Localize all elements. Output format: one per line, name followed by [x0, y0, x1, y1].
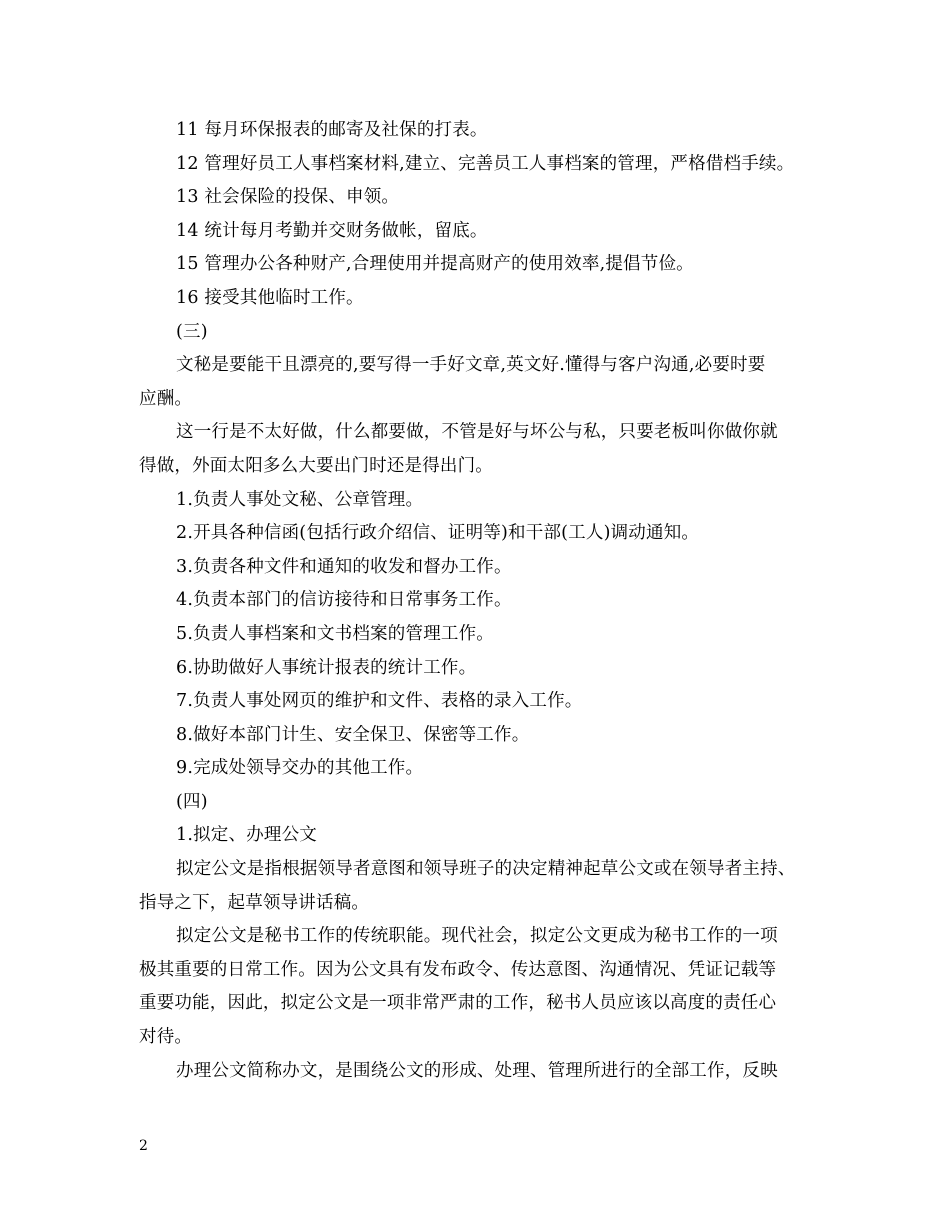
text-line: 对待。 [139, 1027, 193, 1048]
text-line: 拟定公文是指根据领导者意图和领导班子的决定精神起草公文或在领导者主持、 [176, 859, 796, 880]
text-line: 14 统计每月考勤并交财务做帐，留底。 [176, 220, 488, 241]
text-line: 12 管理好员工人事档案材料,建立、完善员工人事档案的管理，严格借档手续。 [176, 153, 795, 174]
text-line: 11 每月环保报表的邮寄及社保的打表。 [176, 120, 488, 140]
text-line: 16 接受其他临时工作。 [176, 287, 364, 308]
text-line: 4.负责本部门的信访接待和日常事务工作。 [176, 590, 512, 611]
text-line: 这一行是不太好做，什么都要做，不管是好与坏公与私，只要老板叫你做你就 [176, 422, 778, 443]
text-line: 2.开具各种信函(包括行政介绍信、证明等)和干部(工人)调动通知。 [176, 523, 700, 544]
text-line: (四) [176, 791, 208, 812]
text-line: 应酬。 [139, 388, 193, 409]
text-line: 指导之下，起草领导讲话稿。 [139, 892, 370, 913]
document-body [139, 114, 829, 1088]
text-line: 13 社会保险的投保、申领。 [176, 187, 400, 208]
text-line: 7.负责人事处网页的维护和文件、表格的录入工作。 [176, 691, 583, 712]
text-line: 9.完成处领导交办的其他工作。 [176, 758, 424, 779]
text-line: 8.做好本部门计生、安全保卫、保密等工作。 [176, 724, 530, 745]
text-line: 得做，外面太阳多么大要出门时还是得出门。 [139, 455, 493, 476]
page-number: 2 [139, 1138, 148, 1154]
text-line: 15 管理办公各种财产,合理使用并提高财产的使用效率,提倡节俭。 [176, 254, 694, 275]
text-line: (三) [176, 321, 208, 342]
text-line: 文秘是要能干且漂亮的,要写得一手好文章,英文好.懂得与客户沟通,必要时要 [176, 355, 766, 376]
text-line: 极其重要的日常工作。因为公文具有发布政令、传达意图、沟通情况、凭证记载等 [139, 959, 777, 980]
text-line: 1.负责人事处文秘、公章管理。 [176, 489, 424, 510]
text-line: 1.拟定、办理公文 [176, 825, 317, 846]
text-line: 6.协助做好人事统计报表的统计工作。 [176, 657, 477, 678]
text-line: 重要功能，因此，拟定公文是一项非常严肃的工作，秘书人员应该以高度的责任心 [139, 993, 777, 1014]
text-line: 拟定公文是秘书工作的传统职能。现代社会，拟定公文更成为秘书工作的一项 [176, 926, 778, 947]
text-line: 5.负责人事档案和文书档案的管理工作。 [176, 623, 494, 644]
text-line: 办理公文简称办文，是围绕公文的形成、处理、管理所进行的全部工作，反映 [176, 1060, 778, 1081]
text-line: 3.负责各种文件和通知的收发和督办工作。 [176, 556, 512, 577]
